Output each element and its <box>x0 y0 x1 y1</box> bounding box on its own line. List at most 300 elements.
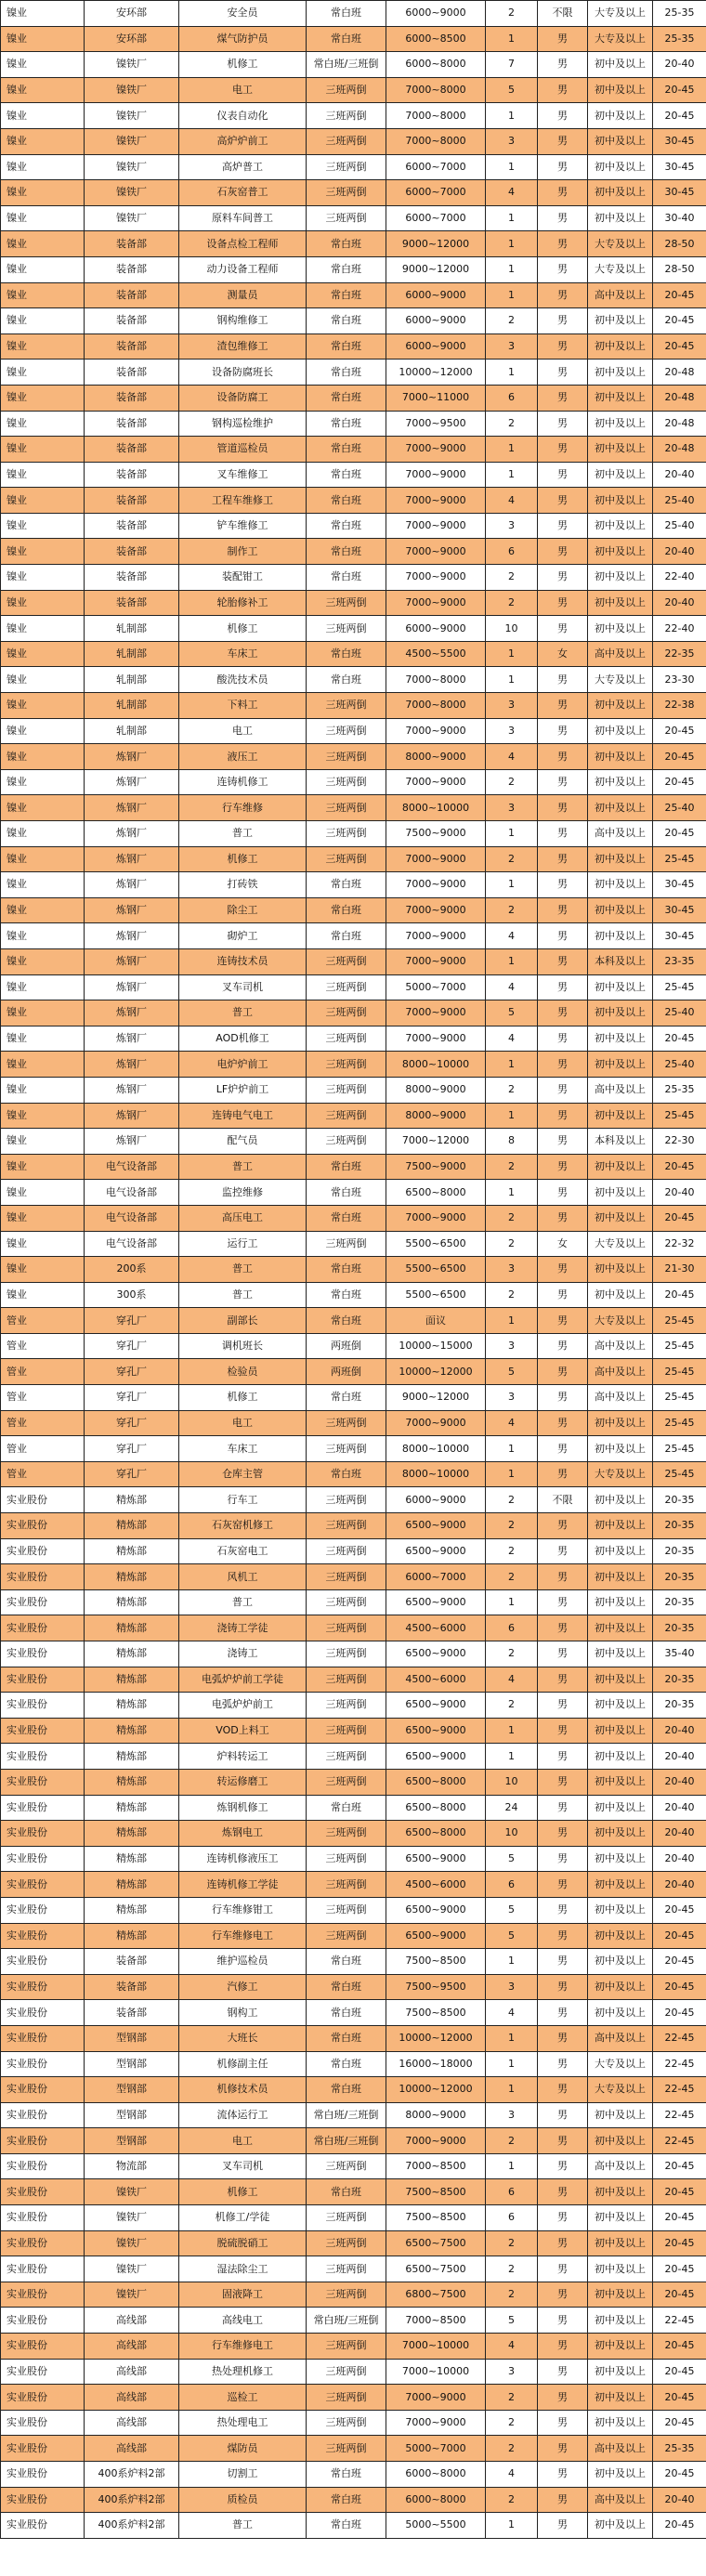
cell-department: 安环部 <box>85 26 179 52</box>
cell-shift: 三班两倒 <box>307 1821 386 1847</box>
cell-position: 连铸机修液压工 <box>179 1846 307 1872</box>
table-row <box>1 2513 706 2539</box>
cell-position: 大班长 <box>179 2025 307 2051</box>
table-row <box>1 2359 706 2385</box>
cell-education: 初中及以上 <box>588 385 653 411</box>
cell-gender: 男 <box>538 2230 588 2256</box>
cell-salary: 7500~9500 <box>386 1974 486 2000</box>
cell-age: 20-45 <box>653 744 706 770</box>
cell-gender: 男 <box>538 1129 588 1155</box>
cell-shift: 三班两倒 <box>307 1615 386 1641</box>
cell-salary: 7000~9000 <box>386 1410 486 1436</box>
cell-education: 初中及以上 <box>588 2308 653 2334</box>
table-row <box>1 1129 706 1155</box>
cell-age: 20-40 <box>653 1180 706 1206</box>
cell-position: 副部长 <box>179 1308 307 1334</box>
cell-education: 初中及以上 <box>588 308 653 334</box>
cell-gender: 男 <box>538 1000 588 1026</box>
cell-education: 高中及以上 <box>588 1385 653 1411</box>
cell-shift: 三班两倒 <box>307 180 386 206</box>
cell-salary: 7000~8000 <box>386 103 486 129</box>
cell-company: 镍业 <box>1 948 85 974</box>
table-row <box>1 1667 706 1693</box>
cell-gender: 男 <box>538 1693 588 1719</box>
table-row <box>1 1615 706 1641</box>
cell-education: 初中及以上 <box>588 128 653 154</box>
cell-shift: 三班两倒 <box>307 2359 386 2385</box>
cell-position: 连铸机修工 <box>179 769 307 795</box>
cell-age: 25-35 <box>653 26 706 52</box>
cell-education: 初中及以上 <box>588 1589 653 1615</box>
cell-position: 炼钢机修工 <box>179 1795 307 1821</box>
cell-age: 20-45 <box>653 77 706 103</box>
cell-education: 初中及以上 <box>588 2410 653 2436</box>
cell-salary: 10000~12000 <box>386 2077 486 2103</box>
cell-company: 镍业 <box>1 308 85 334</box>
cell-headcount: 2 <box>486 846 538 872</box>
table-row <box>1 180 706 206</box>
cell-gender: 男 <box>538 1461 588 1487</box>
cell-company: 镍业 <box>1 180 85 206</box>
table-row <box>1 1795 706 1821</box>
cell-salary: 8000~9000 <box>386 744 486 770</box>
cell-salary: 7500~8500 <box>386 1949 486 1975</box>
cell-age: 20-45 <box>653 2385 706 2411</box>
cell-company: 镍业 <box>1 282 85 308</box>
cell-gender: 男 <box>538 2308 588 2334</box>
cell-shift: 常白班 <box>307 231 386 257</box>
cell-position: 普工 <box>179 1000 307 1026</box>
cell-age: 20-40 <box>653 590 706 616</box>
table-row <box>1 77 706 103</box>
cell-department: 精炼部 <box>85 1615 179 1641</box>
cell-salary: 7000~9000 <box>386 590 486 616</box>
cell-education: 初中及以上 <box>588 1205 653 1231</box>
cell-education: 初中及以上 <box>588 2000 653 2026</box>
cell-company: 实业股份 <box>1 1897 85 1923</box>
cell-education: 初中及以上 <box>588 1154 653 1180</box>
cell-education: 大专及以上 <box>588 231 653 257</box>
cell-position: 高压电工 <box>179 1205 307 1231</box>
cell-shift: 三班两倒 <box>307 1769 386 1795</box>
cell-education: 高中及以上 <box>588 2025 653 2051</box>
cell-age: 20-35 <box>653 1487 706 1513</box>
cell-company: 镍业 <box>1 1257 85 1283</box>
cell-department: 精炼部 <box>85 1795 179 1821</box>
table-row <box>1 1103 706 1129</box>
cell-salary: 8000~9000 <box>386 1077 486 1103</box>
cell-salary: 5500~6500 <box>386 1231 486 1257</box>
cell-headcount: 4 <box>486 744 538 770</box>
cell-position: 铲车维修工 <box>179 513 307 539</box>
cell-headcount: 2 <box>486 1205 538 1231</box>
cell-gender: 男 <box>538 1718 588 1744</box>
cell-company: 实业股份 <box>1 1795 85 1821</box>
cell-education: 高中及以上 <box>588 1333 653 1359</box>
cell-headcount: 2 <box>486 308 538 334</box>
cell-position: 工程车维修工 <box>179 488 307 514</box>
cell-headcount: 1 <box>486 1744 538 1770</box>
table-row <box>1 872 706 898</box>
cell-gender: 男 <box>538 437 588 463</box>
cell-shift: 三班两倒 <box>307 1487 386 1513</box>
cell-age: 35-40 <box>653 1641 706 1667</box>
cell-gender: 男 <box>538 2436 588 2462</box>
cell-salary: 6500~9000 <box>386 1718 486 1744</box>
cell-position: 酸洗技术员 <box>179 667 307 693</box>
cell-salary: 7000~9000 <box>386 923 486 949</box>
cell-salary: 9000~12000 <box>386 1385 486 1411</box>
cell-age: 20-45 <box>653 2282 706 2308</box>
cell-gender: 男 <box>538 2410 588 2436</box>
cell-age: 23-35 <box>653 948 706 974</box>
cell-position: 行车工 <box>179 1487 307 1513</box>
table-row <box>1 769 706 795</box>
cell-headcount: 4 <box>486 488 538 514</box>
cell-position: 脱硫脱硝工 <box>179 2230 307 2256</box>
cell-salary: 6500~9000 <box>386 1513 486 1539</box>
cell-age: 20-35 <box>653 1667 706 1693</box>
cell-gender: 男 <box>538 1282 588 1308</box>
cell-salary: 7000~9000 <box>386 1000 486 1026</box>
cell-education: 初中及以上 <box>588 2282 653 2308</box>
cell-position: 炼钢电工 <box>179 1821 307 1847</box>
cell-company: 镍业 <box>1 590 85 616</box>
cell-shift: 常白班 <box>307 411 386 437</box>
cell-position: 机修工/学徒 <box>179 2205 307 2231</box>
cell-headcount: 1 <box>486 2025 538 2051</box>
cell-headcount: 1 <box>486 360 538 386</box>
cell-headcount: 1 <box>486 462 538 488</box>
cell-position: 设备防腐工 <box>179 385 307 411</box>
cell-headcount: 1 <box>486 282 538 308</box>
cell-shift: 三班两倒 <box>307 2282 386 2308</box>
cell-position: 普工 <box>179 1257 307 1283</box>
cell-gender: 男 <box>538 744 588 770</box>
cell-company: 实业股份 <box>1 2308 85 2334</box>
cell-department: 炼钢厂 <box>85 872 179 898</box>
cell-company: 镍业 <box>1 1231 85 1257</box>
table-row <box>1 488 706 514</box>
cell-salary: 8000~9000 <box>386 2102 486 2128</box>
cell-gender: 男 <box>538 1974 588 2000</box>
table-row <box>1 1410 706 1436</box>
cell-department: 轧制部 <box>85 616 179 642</box>
cell-company: 镍业 <box>1 411 85 437</box>
cell-company: 管业 <box>1 1359 85 1385</box>
cell-gender: 男 <box>538 1615 588 1641</box>
cell-shift: 常白班 <box>307 282 386 308</box>
cell-headcount: 3 <box>486 513 538 539</box>
table-row <box>1 385 706 411</box>
cell-salary: 6500~9000 <box>386 1641 486 1667</box>
cell-shift: 常白班 <box>307 1 386 27</box>
cell-education: 初中及以上 <box>588 1180 653 1206</box>
cell-department: 精炼部 <box>85 1564 179 1590</box>
cell-shift: 三班两倒 <box>307 1718 386 1744</box>
table-row <box>1 1487 706 1513</box>
cell-salary: 8000~10000 <box>386 1052 486 1078</box>
cell-age: 20-45 <box>653 333 706 360</box>
cell-gender: 男 <box>538 128 588 154</box>
cell-salary: 7000~9000 <box>386 1205 486 1231</box>
table-row <box>1 360 706 386</box>
cell-position: 电弧炉炉前工学徒 <box>179 1667 307 1693</box>
cell-shift: 常白班 <box>307 2051 386 2077</box>
cell-department: 安环部 <box>85 1 179 27</box>
cell-company: 镍业 <box>1 769 85 795</box>
cell-salary: 5000~7000 <box>386 2436 486 2462</box>
cell-department: 精炼部 <box>85 1718 179 1744</box>
cell-company: 实业股份 <box>1 2077 85 2103</box>
cell-salary: 7000~8000 <box>386 667 486 693</box>
cell-department: 装备部 <box>85 437 179 463</box>
cell-salary: 10000~15000 <box>386 1333 486 1359</box>
cell-headcount: 3 <box>486 333 538 360</box>
cell-company: 实业股份 <box>1 2128 85 2154</box>
cell-salary: 6000~9000 <box>386 308 486 334</box>
cell-salary: 7500~8500 <box>386 2205 486 2231</box>
cell-age: 25-40 <box>653 488 706 514</box>
table-row <box>1 2487 706 2513</box>
cell-company: 实业股份 <box>1 2282 85 2308</box>
cell-department: 电气设备部 <box>85 1205 179 1231</box>
cell-department: 炼钢厂 <box>85 1026 179 1052</box>
cell-shift: 常白班 <box>307 2000 386 2026</box>
table-row <box>1 1538 706 1564</box>
cell-department: 轧制部 <box>85 693 179 719</box>
cell-headcount: 2 <box>486 2410 538 2436</box>
cell-salary: 6500~9000 <box>386 1693 486 1719</box>
cell-education: 初中及以上 <box>588 2179 653 2205</box>
cell-age: 30-45 <box>653 923 706 949</box>
cell-shift: 常白班 <box>307 26 386 52</box>
cell-gender: 男 <box>538 360 588 386</box>
cell-salary: 7000~9000 <box>386 2128 486 2154</box>
table-row <box>1 744 706 770</box>
cell-gender: 男 <box>538 1385 588 1411</box>
cell-position: 石灰窑机修工 <box>179 1513 307 1539</box>
cell-salary: 6000~7000 <box>386 180 486 206</box>
cell-education: 初中及以上 <box>588 1923 653 1949</box>
table-row <box>1 154 706 180</box>
cell-gender: 男 <box>538 1744 588 1770</box>
cell-company: 镍业 <box>1 256 85 282</box>
cell-department: 炼钢厂 <box>85 1000 179 1026</box>
table-row <box>1 1077 706 1103</box>
cell-department: 精炼部 <box>85 1897 179 1923</box>
cell-education: 初中及以上 <box>588 1846 653 1872</box>
cell-headcount: 2 <box>486 2385 538 2411</box>
cell-department: 镍铁厂 <box>85 77 179 103</box>
cell-headcount: 4 <box>486 1410 538 1436</box>
cell-age: 28-50 <box>653 256 706 282</box>
cell-salary: 7000~8000 <box>386 128 486 154</box>
cell-headcount: 3 <box>486 1333 538 1359</box>
cell-education: 初中及以上 <box>588 333 653 360</box>
cell-education: 初中及以上 <box>588 923 653 949</box>
cell-headcount: 6 <box>486 1872 538 1898</box>
cell-age: 20-40 <box>653 52 706 78</box>
cell-gender: 男 <box>538 1410 588 1436</box>
cell-company: 实业股份 <box>1 2385 85 2411</box>
cell-salary: 16000~18000 <box>386 2051 486 2077</box>
cell-education: 初中及以上 <box>588 1257 653 1283</box>
cell-department: 型钢部 <box>85 2051 179 2077</box>
cell-department: 精炼部 <box>85 1589 179 1615</box>
cell-gender: 男 <box>538 590 588 616</box>
cell-shift: 三班两倒 <box>307 1052 386 1078</box>
cell-education: 初中及以上 <box>588 52 653 78</box>
table-row <box>1 2282 706 2308</box>
cell-gender: 男 <box>538 385 588 411</box>
cell-department: 装备部 <box>85 539 179 565</box>
cell-headcount: 1 <box>486 1103 538 1129</box>
cell-position: 行车维修 <box>179 795 307 821</box>
cell-education: 高中及以上 <box>588 821 653 847</box>
cell-education: 初中及以上 <box>588 590 653 616</box>
cell-shift: 三班两倒 <box>307 2205 386 2231</box>
cell-department: 200系 <box>85 1257 179 1283</box>
cell-salary: 7000~11000 <box>386 385 486 411</box>
cell-department: 炼钢厂 <box>85 1129 179 1155</box>
cell-position: 管道巡检员 <box>179 437 307 463</box>
table-row <box>1 2436 706 2462</box>
cell-department: 400系炉料2部 <box>85 2487 179 2513</box>
cell-salary: 6000~8000 <box>386 2487 486 2513</box>
table-row <box>1 231 706 257</box>
cell-position: 设备防腐班长 <box>179 360 307 386</box>
cell-headcount: 1 <box>486 231 538 257</box>
cell-department: 装备部 <box>85 282 179 308</box>
cell-age: 25-35 <box>653 1077 706 1103</box>
cell-salary: 8000~10000 <box>386 1461 486 1487</box>
cell-age: 30-40 <box>653 205 706 231</box>
cell-position: 机修副主任 <box>179 2051 307 2077</box>
cell-department: 炼钢厂 <box>85 974 179 1000</box>
cell-education: 初中及以上 <box>588 2334 653 2360</box>
cell-salary: 7000~10000 <box>386 2359 486 2385</box>
cell-age: 30-45 <box>653 897 706 923</box>
cell-shift: 三班两倒 <box>307 1667 386 1693</box>
cell-position: 电弧炉炉前工 <box>179 1693 307 1719</box>
cell-company: 实业股份 <box>1 1693 85 1719</box>
cell-position: 配气员 <box>179 1129 307 1155</box>
cell-headcount: 1 <box>486 2513 538 2539</box>
cell-age: 20-45 <box>653 1154 706 1180</box>
cell-department: 装备部 <box>85 590 179 616</box>
table-row <box>1 2128 706 2154</box>
cell-education: 本科及以上 <box>588 1129 653 1155</box>
cell-position: 连铸技术员 <box>179 948 307 974</box>
cell-age: 20-35 <box>653 1564 706 1590</box>
cell-position: 湿法除尘工 <box>179 2256 307 2282</box>
cell-age: 20-45 <box>653 1923 706 1949</box>
cell-shift: 常白班 <box>307 360 386 386</box>
cell-education: 大专及以上 <box>588 1 653 27</box>
cell-headcount: 4 <box>486 180 538 206</box>
cell-shift: 常白班 <box>307 462 386 488</box>
cell-company: 管业 <box>1 1410 85 1436</box>
table-row <box>1 2077 706 2103</box>
table-row <box>1 846 706 872</box>
cell-company: 镍业 <box>1 1026 85 1052</box>
cell-shift: 常白班 <box>307 1154 386 1180</box>
cell-gender: 男 <box>538 897 588 923</box>
cell-salary: 7000~9000 <box>386 539 486 565</box>
cell-education: 初中及以上 <box>588 1410 653 1436</box>
table-row <box>1 1744 706 1770</box>
cell-company: 管业 <box>1 1436 85 1462</box>
cell-department: 400系炉料2部 <box>85 2513 179 2539</box>
cell-position: 机修工 <box>179 846 307 872</box>
table-row <box>1 26 706 52</box>
cell-department: 高线部 <box>85 2436 179 2462</box>
cell-gender: 男 <box>538 923 588 949</box>
cell-shift: 三班两倒 <box>307 1744 386 1770</box>
table-row <box>1 1872 706 1898</box>
cell-age: 25-45 <box>653 1103 706 1129</box>
cell-position: 煤气防护员 <box>179 26 307 52</box>
cell-shift: 三班两倒 <box>307 846 386 872</box>
cell-department: 精炼部 <box>85 1769 179 1795</box>
cell-age: 20-40 <box>653 539 706 565</box>
cell-age: 20-40 <box>653 1769 706 1795</box>
cell-position: 调机班长 <box>179 1333 307 1359</box>
cell-gender: 男 <box>538 26 588 52</box>
cell-salary: 6000~9000 <box>386 333 486 360</box>
cell-gender: 男 <box>538 1795 588 1821</box>
cell-headcount: 1 <box>486 1308 538 1334</box>
cell-education: 初中及以上 <box>588 1872 653 1898</box>
cell-shift: 三班两倒 <box>307 77 386 103</box>
table-row <box>1 821 706 847</box>
cell-department: 装备部 <box>85 256 179 282</box>
cell-gender: 男 <box>538 2128 588 2154</box>
cell-shift: 三班两倒 <box>307 2436 386 2462</box>
cell-company: 镍业 <box>1 974 85 1000</box>
cell-department: 精炼部 <box>85 1872 179 1898</box>
cell-salary: 8000~10000 <box>386 795 486 821</box>
cell-education: 初中及以上 <box>588 565 653 591</box>
cell-gender: 男 <box>538 77 588 103</box>
cell-department: 炼钢厂 <box>85 846 179 872</box>
table-row <box>1 1718 706 1744</box>
cell-company: 管业 <box>1 1461 85 1487</box>
cell-education: 大专及以上 <box>588 2077 653 2103</box>
cell-gender: 不限 <box>538 1487 588 1513</box>
cell-shift: 三班两倒 <box>307 1589 386 1615</box>
cell-shift: 常白班 <box>307 2077 386 2103</box>
cell-age: 20-35 <box>653 1589 706 1615</box>
cell-gender: 男 <box>538 565 588 591</box>
cell-education: 高中及以上 <box>588 282 653 308</box>
cell-age: 30-45 <box>653 154 706 180</box>
table-row <box>1 1333 706 1359</box>
cell-position: 维护巡检员 <box>179 1949 307 1975</box>
cell-gender: 男 <box>538 2205 588 2231</box>
cell-company: 实业股份 <box>1 1641 85 1667</box>
cell-department: 装备部 <box>85 2000 179 2026</box>
cell-position: 电工 <box>179 77 307 103</box>
cell-department: 装备部 <box>85 565 179 591</box>
cell-salary: 7500~8500 <box>386 2000 486 2026</box>
cell-department: 炼钢厂 <box>85 1077 179 1103</box>
cell-shift: 三班两倒 <box>307 948 386 974</box>
cell-age: 20-45 <box>653 2230 706 2256</box>
cell-department: 镍铁厂 <box>85 180 179 206</box>
cell-education: 初中及以上 <box>588 1821 653 1847</box>
